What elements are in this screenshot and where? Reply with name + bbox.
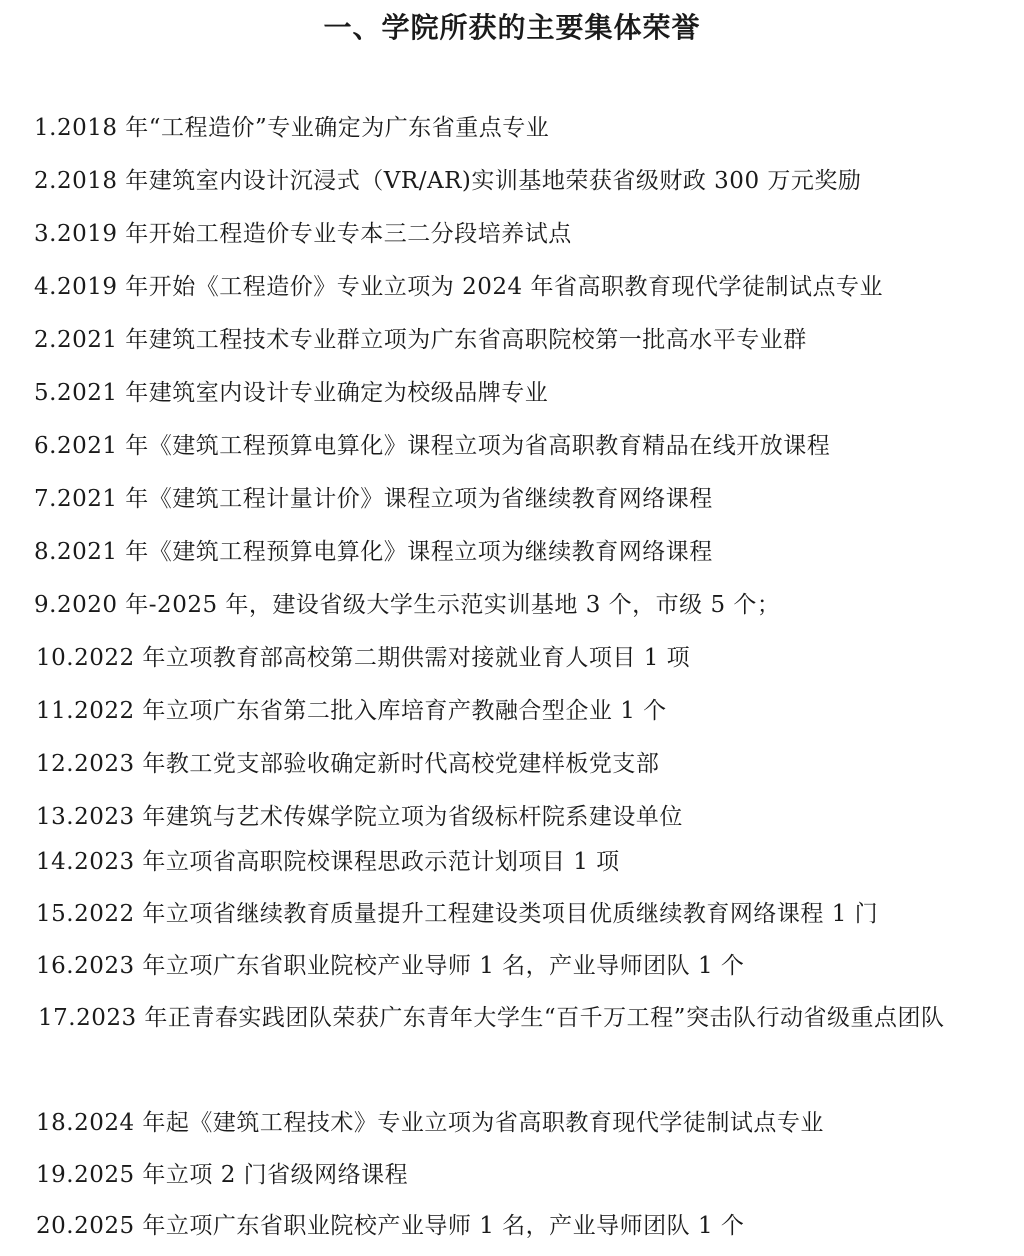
honor-item-21: 20.2025 年立项广东省职业院校产业导师 1 名，产业导师团队 1 个 [36,1213,745,1239]
honor-item-12: 11.2022 年立项广东省第二批入库培育产教融合型企业 1 个 [36,698,667,724]
honor-item-20: 19.2025 年立项 2 门省级网络课程 [36,1162,409,1188]
honor-item-15: 14.2023 年立项省高职院校课程思政示范计划项目 1 项 [36,849,620,875]
honor-item-14: 13.2023 年建筑与艺术传媒学院立项为省级标杆院系建设单位 [36,804,683,830]
honor-item-11: 10.2022 年立项教育部高校第二期供需对接就业育人项目 1 项 [36,645,691,671]
honor-item-2: 2.2018 年建筑室内设计沉浸式（VR/AR)实训基地荣获省级财政 300 万元奖励 [34,168,862,194]
honor-item-18: 17.2023 年正青春实践团队荣获广东青年大学生“百千万工程”突击队行动省级重点团队 [38,1005,945,1031]
honor-item-17: 16.2023 年立项广东省职业院校产业导师 1 名，产业导师团队 1 个 [36,953,745,979]
honor-item-10: 9.2020 年-2025 年，建设省级大学生示范实训基地 3 个，市级 5 个； [34,592,781,618]
honor-item-4: 4.2019 年开始《工程造价》专业立项为 2024 年省高职教育现代学徒制试点专业 [34,274,883,300]
honor-item-5: 2.2021 年建筑工程技术专业群立项为广东省高职院校第一批高水平专业群 [34,327,807,353]
honor-item-7: 6.2021 年《建筑工程预算电算化》课程立项为省高职教育精品在线开放课程 [34,433,831,459]
honor-item-3: 3.2019 年开始工程造价专业专本三二分段培养试点 [34,221,572,247]
honor-item-16: 15.2022 年立项省继续教育质量提升工程建设类项目优质继续教育网络课程 1 门 [36,901,879,927]
honor-item-19: 18.2024 年起《建筑工程技术》专业立项为省高职教育现代学徒制试点专业 [36,1110,824,1136]
honor-item-6: 5.2021 年建筑室内设计专业确定为校级品牌专业 [34,380,549,406]
honor-item-1: 1.2018 年“工程造价”专业确定为广东省重点专业 [34,115,550,141]
honor-item-9: 8.2021 年《建筑工程预算电算化》课程立项为继续教育网络课程 [34,539,713,565]
page-title: 一、学院所获的主要集体荣誉 [323,11,701,44]
honor-item-13: 12.2023 年教工党支部验收确定新时代高校党建样板党支部 [36,751,660,777]
honor-item-8: 7.2021 年《建筑工程计量计价》课程立项为省继续教育网络课程 [34,486,713,512]
